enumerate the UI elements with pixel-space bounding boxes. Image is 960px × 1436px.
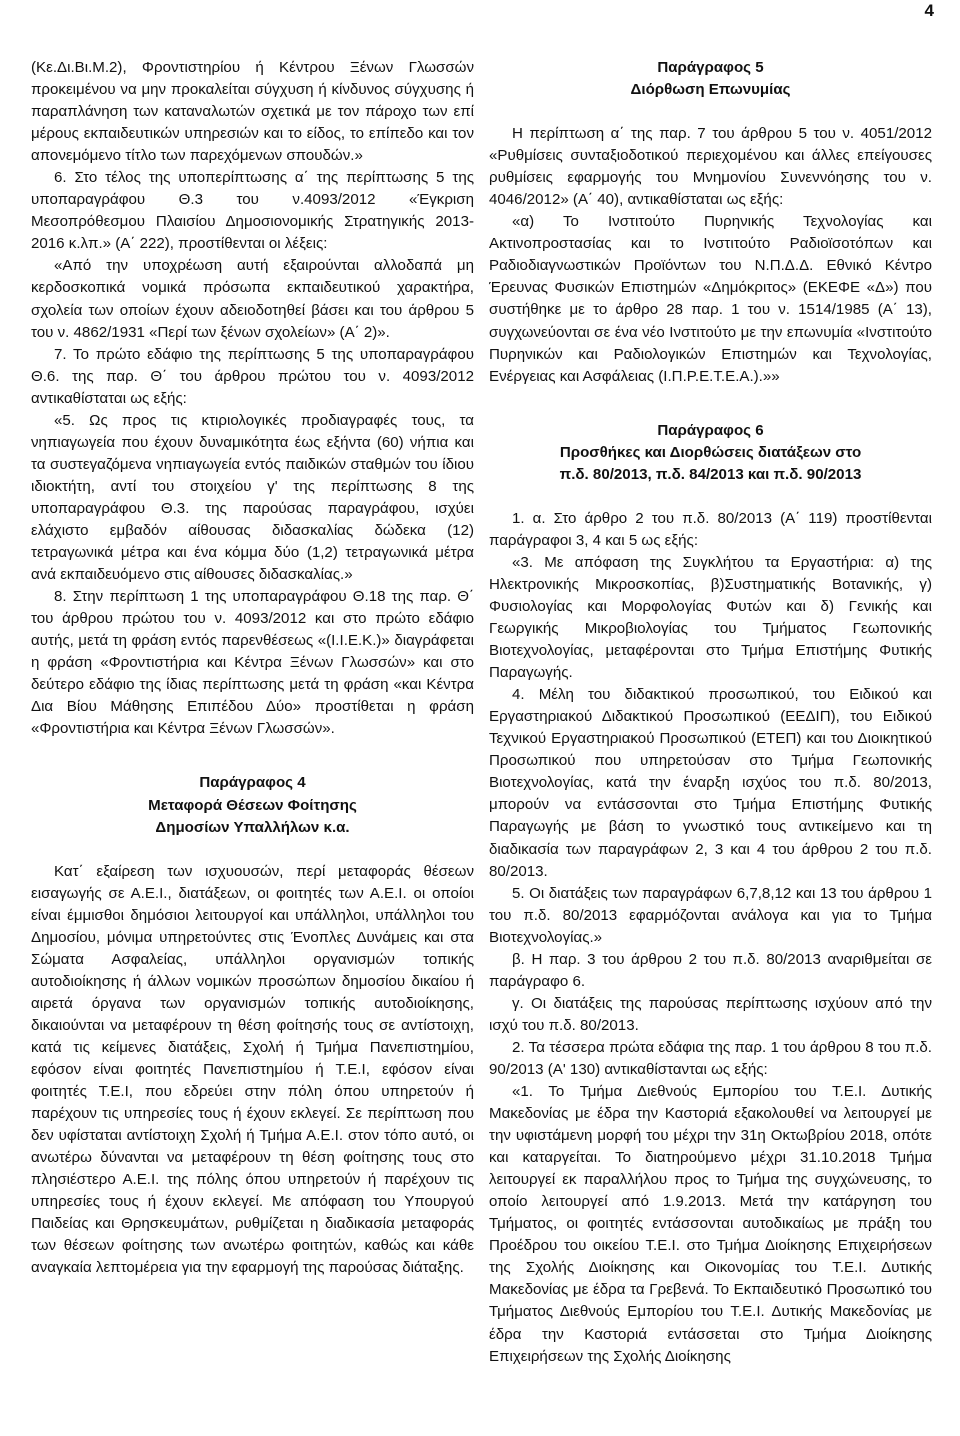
right-paragraph: 2. Τα τέσσερα πρώτα εδάφια της παρ. 1 του άρθρου 8 του π.δ. 90/2013 (Α' 130) αντικαθίστανται ως εξής: (489, 1038, 932, 1078)
heading-line: Διόρθωση Επωνυμίας (630, 81, 791, 99)
left-column (31, 57, 474, 1279)
heading-line: Δημοσίων Υπαλλήλων κ.α. (155, 818, 350, 836)
right-paragraph: «1. Το Τμήμα Διεθνούς Εμπορίου του Τ.Ε.Ι. Δυτικής Μακεδονίας με έδρα την Καστοριά εξακολουθεί να λειτουργεί με την υφιστάμενη μορφή του μέχρι την 31η Οκτωβρίου 2018, οπότε και καταργείται. Το διατηρούμενο μέχρι 31.10.2018 Τμήμα λειτουργεί εκ παραλλήλου προς το Τμήμα της συγχώνευσης, το οποίο λειτουργεί από 1.9.2013. Μετά την κατάργηση του Τμήματος, οι φοιτητές εντάσσονται αυτοδικαίως με πράξη του Προέδρου του οικείου Τ.Ε.Ι. στο Τμήμα Διοίκησης Επιχειρήσεων της Σχολής Διοίκησης και Οικονομίας του Τ.Ε.Ι. Δυτικής Μακεδονίας με έδρα τα Γρεβενά. Το Εκπαιδευτικό Προσωπικό του Τμήματος Διεθνούς Εμπορίου του Τ.Ε.Ι. Δυτικής Μακεδονίας με έδρα την Καστοριά εντάσσεται στο Τμήμα Διοίκησης Επιχειρήσεων της Σχολής Διοίκησης (489, 1083, 932, 1365)
right-paragraph: 1. α. Στο άρθρο 2 του π.δ. 80/2013 (Α΄ 119) προστίθενται παράγραφοι 3, 4 και 5 ως εξής: (489, 509, 932, 549)
left-paragraph: Κατ΄ εξαίρεση των ισχυουσών, περί μεταφοράς θέσεων εισαγωγής σε Α.Ε.Ι., διατάξεων, οι φοιτητές των Α.Ε.Ι. οι οποίοι είναι έμμισθοι δημόσιοι λειτουργοί και υπάλληλοι, υπάλληλοι του Δημοσίου, μόνιμα υπηρετούντες στις Ένοπλες Δυνάμεις και στα Σώματα Ασφαλείας, υπάλληλοι οργανισμών τοπικής αυτοδιοίκησης ή άλλων νομικών προσώπων δημοσίου δικαίου ή αιρετά όργανα των οργανισμών τοπικής αυτοδιοίκησης, δικαιούνται να μεταφέρουν τη θέση φοίτησής τους σε αντίστοιχη, κατά τις κείμενες διατάξεις, Σχολή ή Τμήμα Πανεπιστημίου, εφόσον είναι φοιτητές Πανεπιστημίου ή Τ.Ε.Ι, εφόσον είναι φοιτητές Τ.Ε.Ι, που εδρεύει στην πόλη όπου υπηρετούν ή παρέχουν τις υπηρεσίες τους ή έχουν εκλεγεί. Σε περίπτωση που δεν υφίσταται αντίστοιχη Σχολή ή Τμήμα Α.Ε.Ι. στον τόπο αυτό, οι ανωτέρω δύνανται να μεταφέρουν τη θέση φοίτησης τους στο πλησιέστερο Α.Ε.Ι. της πόλης όπου υπηρετούν ή παρέχουν τις υπηρεσίες τους ή έχουν εκλεγεί. Με απόφαση του Υπουργού Παιδείας και Θρησκευμάτων, ρυθμίζεται η διαδικασία μεταφοράς των θέσεων φοίτησης των ανωτέρω φοιτητών, καθώς και κάθε αναγκαία λεπτομέρεια για την εφαρμογή της παρούσας διάταξης. (31, 862, 474, 1277)
left-paragraph: 7. Το πρώτο εδάφιο της περίπτωσης 5 της υποπαραγράφου Θ.6. της παρ. Θ΄ του άρθρου πρώτου του ν. 4093/2012 αντικαθίσταται ως εξής: (31, 345, 474, 407)
heading-line: Προσθήκες και Διορθώσεις διατάξεων στο (559, 443, 862, 461)
spacer (489, 101, 932, 123)
heading-line: Παράγραφος 4 (199, 774, 306, 792)
section-heading (489, 420, 932, 486)
right-paragraph: γ. Οι διατάξεις της παρούσας περίπτωσης ισχύουν από την ισχύ του π.δ. 80/2013. (489, 994, 932, 1034)
heading-line: π.δ. 80/2013, π.δ. 84/2013 και π.δ. 90/2013 (559, 465, 862, 483)
left-paragraph: 8. Στην περίπτωση 1 της υποπαραγράφου Θ.18 της παρ. Θ΄ του άρθρου πρώτου του ν. 4093/2012 και στο πρώτο εδάφιο αυτής, μετά τη φράση εντός παρενθέσεως «(Ι.Ι.Ε.Κ.)» διαγράφεται η φράση «Φροντιστήρια και Κέντρα Ξένων Γλωσσών» και στο δεύτερο εδάφιο της ίδιας περίπτωσης μετά τη φράση «και Κέντρα Δια Βίου Μάθησης Επιπέδου Δύο» προστίθεται η φράση «Φροντιστήρια και Κέντρα Ξένων Γλωσσών». (31, 588, 474, 738)
heading-line: Παράγραφος 5 (657, 59, 764, 76)
spacer (31, 839, 474, 861)
right-paragraph: «α) Το Ινστιτούτο Πυρηνικής Τεχνολογίας και Ακτινοπροστασίας και το Ινστιτούτο Ραδιοϊσοτόπων και Ραδιοδιαγνωστικών Προϊόντων του Ν.Π.Δ.Δ. Εθνικό Κέντρο Έρευνας Φυσικών Επιστημών «Δημόκριτος» (ΕΚΕΦΕ «Δ») που συστήθηκε με το άρθρο 28 παρ. 1 του ν. 1514/1985 (Α΄ 13), συγχωνεύονται σε ένα νέο Ινστιτούτο με την επωνυμία «Ινστιτούτο Πυρηνικών και Ραδιολογικών Επιστημών και Τεχνολογίας, Ενέργειας και Ασφάλειας (Ι.Π.Ρ.Ε.Τ.Ε.Α.).»» (489, 213, 932, 385)
spacer (489, 486, 932, 508)
heading-line: Μεταφορά Θέσεων Φοίτησης (148, 796, 357, 814)
right-paragraph: 4. Μέλη του διδακτικού προσωπικού, του Ειδικού και Εργαστηριακού Διδακτικού Προσωπικού (ΕΕΔΙΠ), του Ειδικού Τεχνικού Εργαστηριακού Προσωπικού (ΕΤΕΠ) και του Διοικητικού Προσωπικού που υπηρετούσαν στο Τμήμα Γεωπονικής Βιοτεχνολογίας, κατά την έναρξη ισχύος του π.δ. 80/2013, μπορούν να εντάσσονται στο Τμήμα Επιστήμης Φυτικής Παραγωγής με βάση το γνωστικό τους αντικείμενο και τη διαδικασία των παραγράφων 2, 3 και 4 του άρθρου 2 του π.δ. 80/2013. (489, 686, 932, 880)
section-heading (31, 772, 474, 838)
right-column (489, 57, 932, 1368)
right-paragraph: 5. Οι διατάξεις των παραγράφων 6,7,8,12 και 13 του άρθρου 1 του π.δ. 80/2013 εφαρμόζονται ανάλογα και για το Τμήμα Βιοτεχνολογίας.» (489, 884, 932, 946)
right-paragraph: «3. Με απόφαση της Συγκλήτου τα Εργαστήρια: α) της Ηλεκτρονικής Μικροσκοπίας, β)Συστηματικής Βοτανικής, γ) Φυσιολογίας και Μορφολογίας Φυτών και δ) Γενικής και Γεωργικής Μικροβιολογίας του Τμήματος Γεωπονικής Βιοτεχνολογίας, μεταφέρονται στο Τμήμα Επιστήμης Φυτικής Παραγωγής. (489, 553, 932, 682)
spacer (489, 388, 932, 420)
section-heading (489, 57, 932, 101)
right-paragraph: Η περίπτωση α΄ της παρ. 7 του άρθρου 5 του ν. 4051/2012 «Ρυθμίσεις συνταξιοδοτικού περιεχομένου και άλλες επείγουσες ρυθμίσεις εφαρμογής του Μνημονίου Συνεννόησης του ν. 4046/2012» (Α΄ 40), αντικαθίσταται ως εξής: (489, 125, 932, 209)
right-paragraph: β. Η παρ. 3 του άρθρου 2 του π.δ. 80/2013 αναριθμείται σε παράγραφο 6. (489, 950, 932, 990)
spacer (31, 740, 474, 772)
left-paragraph: 6. Στο τέλος της υποπερίπτωσης α΄ της περίπτωσης 5 της υποπαραγράφου Θ.3 του ν.4093/2012 «Έγκριση Μεσοπρόθεσμου Πλαισίου Δημοσιονομικής Στρατηγικής 2013-2016 κ.λπ.» (Α΄ 222), προστίθενται οι λέξεις: (31, 169, 474, 253)
page-number: 4 (924, 1, 934, 20)
left-paragraph: «Από την υποχρέωση αυτή εξαιρούνται αλλοδαπά μη κερδοσκοπικά νομικά πρόσωπα εκπαιδευτικού χαρακτήρα, σχολεία των οποίων έχουν αδειοδοτηθεί βάσει και του άρθρου 5 του ν. 4862/1931 «Περί των ξένων σχολείων» (Α΄ 2)». (31, 257, 474, 341)
left-paragraph: (Κε.Δι.Βι.Μ.2), Φροντιστηρίου ή Κέντρου Ξένων Γλωσσών προκειμένου να μην προκαλείται σύγχυση ή κίνδυνος σύγχυσης ή παραπλάνηση των καταναλωτών σχετικά με τον πάροχο των επί μέρους εκπαιδευτικών υπηρεσιών και το είδος, το επίπεδο και τον απονεμόμενο τίτλο των παρεχόμενων σπουδών.» (31, 59, 474, 165)
left-paragraph: «5. Ως προς τις κτιριολογικές προδιαγραφές τους, τα νηπιαγωγεία που έχουν δυναμικότητα έως εξήντα (60) νήπια και τα συστεγαζόμενα νηπιαγωγεία εντός παιδικών σταθμών του ίδιου ιδιοκτήτη, αντί του στοιχείου γ' της περίπτωσης 8 της υποπαραγράφου Θ.3. της παρούσας παραγράφου, ισχύει ελάχιστο εμβαδόν αίθουσας διδασκαλίας δώδεκα (12) τετραγωνικά μέτρα και ένα κόμμα δύο (1,2) τετραγωνικά μέτρα ανά εκπαιδευόμενο στις αίθουσες διδασκαλίας.» (31, 411, 474, 584)
heading-line: Παράγραφος 6 (657, 421, 764, 439)
